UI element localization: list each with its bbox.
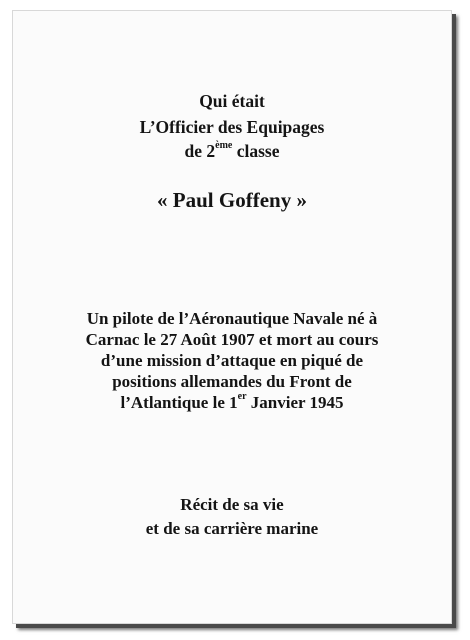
person-name: « Paul Goffeny » (157, 188, 307, 212)
heading-line-2: L’Officier des Equipages (139, 117, 325, 137)
summary-line-3: d’une mission d’attaque en piqué de (100, 351, 364, 370)
summary-line-5-suffix: Janvier 1945 (246, 393, 344, 412)
heading-line-1: Qui était (199, 91, 265, 111)
heading-line-3-superscript: ème (215, 140, 233, 152)
document-page (12, 10, 452, 624)
heading-line-3 (13, 141, 451, 162)
summary-line-1: Un pilote de l’Aéronautique Navale né à (86, 309, 378, 328)
heading-line-3-prefix: de 2 (184, 141, 216, 161)
summary-line-5-superscript: er (237, 391, 247, 403)
summary-line-5-prefix: l’Atlantique le 1 (120, 393, 238, 412)
summary-line-5 (13, 393, 451, 413)
summary-line-4: positions allemandes du Front de (112, 372, 352, 391)
heading-line-3-suffix: classe (232, 141, 280, 161)
footer-line-1: Récit de sa vie (180, 495, 284, 514)
summary-line-2: Carnac le 27 Août 1907 et mort au cours (85, 330, 379, 349)
footer-line-2: et de sa carrière marine (145, 519, 319, 538)
